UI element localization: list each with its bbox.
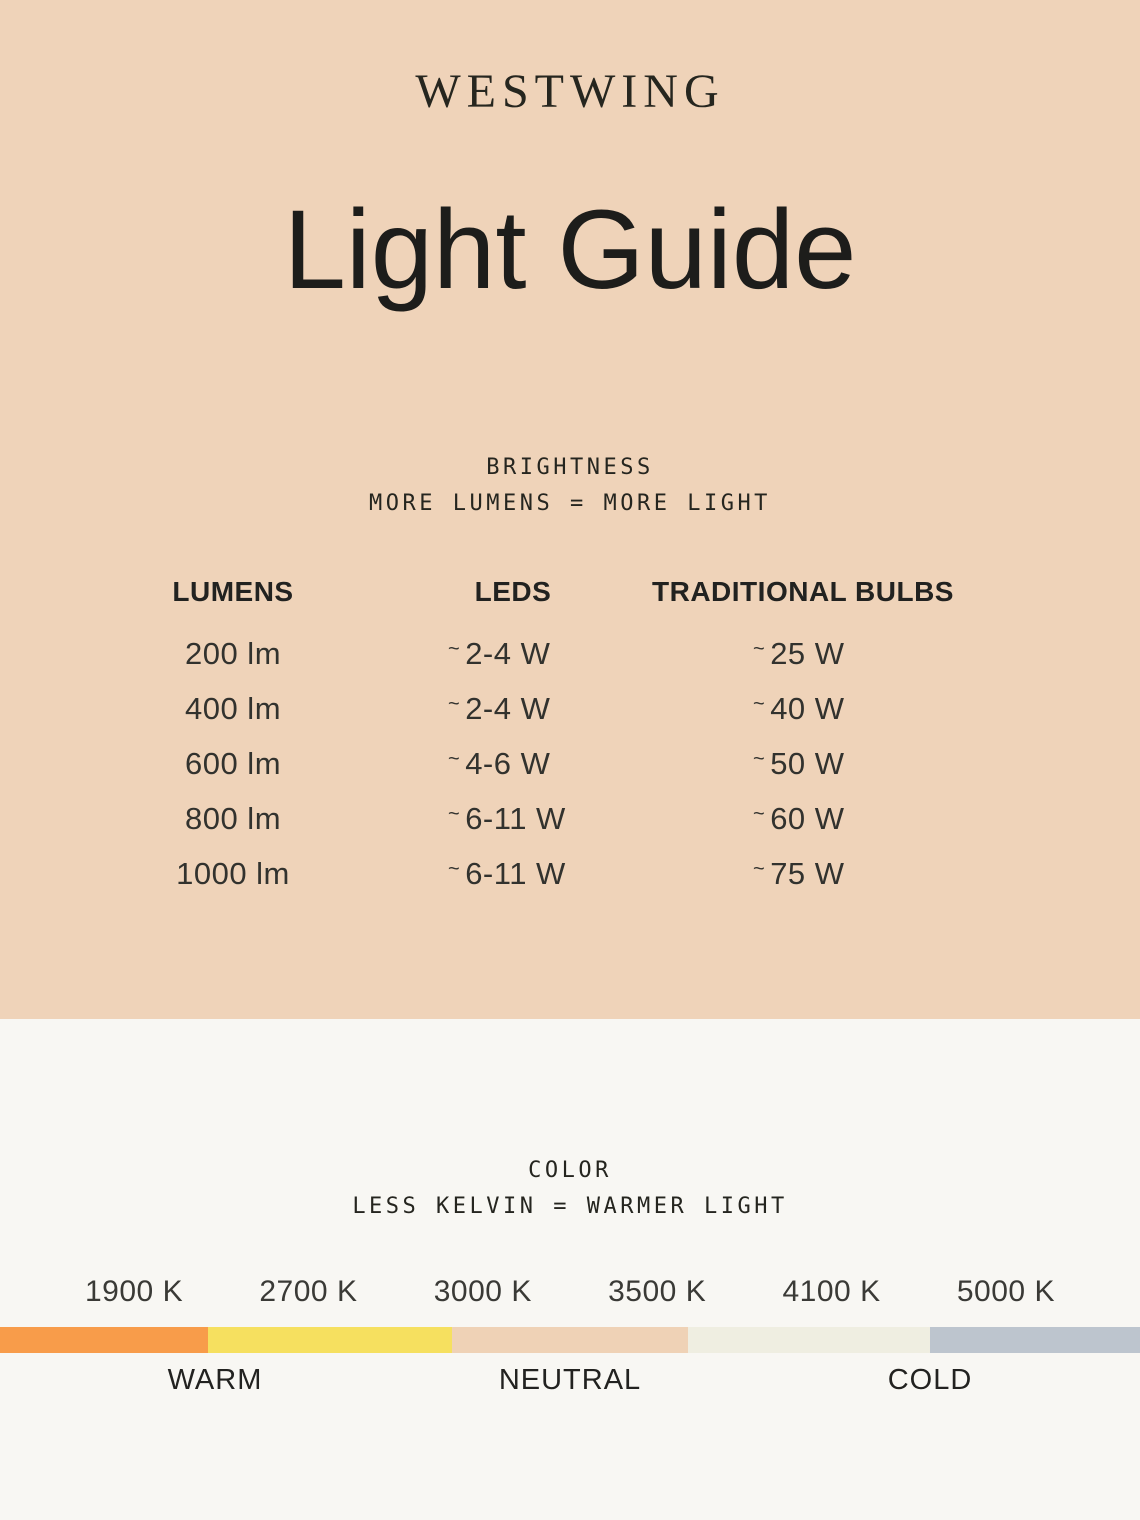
approx-tilde: ~: [753, 693, 766, 716]
lumens-cell: 400 lm: [184, 691, 282, 727]
color-heading: COLOR: [528, 1158, 612, 1183]
table-row: [68, 627, 978, 682]
brand-logo: WESTWING: [415, 65, 725, 118]
temperature-labels: [0, 1365, 1140, 1399]
cold-label: COLD: [887, 1364, 973, 1396]
kelvin-label: 4100 K: [782, 1275, 881, 1308]
led-value: 4-6 W: [465, 746, 551, 782]
page-title: Light Guide: [283, 186, 857, 312]
kelvin-scale-labels: [0, 1277, 1140, 1307]
approx-tilde: ~: [448, 858, 461, 881]
kelvin-label: 3500 K: [608, 1275, 707, 1308]
approx-tilde: ~: [753, 803, 766, 826]
kelvin-label: 2700 K: [259, 1275, 358, 1308]
led-value: 6-11 W: [465, 856, 566, 892]
approx-tilde: ~: [448, 748, 461, 771]
bulb-cell: [628, 691, 978, 727]
kelvin-label: 5000 K: [956, 1275, 1055, 1308]
color-section: [0, 1019, 1140, 1520]
brightness-heading: BRIGHTNESS: [486, 454, 654, 480]
bulb-cell: [628, 856, 978, 892]
table-row: [68, 792, 978, 847]
color-temperature-scale-bar: [0, 1327, 1140, 1353]
approx-tilde: ~: [753, 638, 766, 661]
neutral-label: NEUTRAL: [498, 1364, 642, 1396]
scale-segment-warm-yellow: [208, 1327, 452, 1353]
column-header-leds: LEDS: [474, 575, 552, 607]
bulb-value: 75 W: [770, 856, 845, 892]
kelvin-label: 1900 K: [85, 1275, 184, 1308]
table-row: [68, 682, 978, 737]
bulb-cell: [628, 746, 978, 782]
table-row: [68, 737, 978, 792]
color-subheading: LESS KELVIN = WARMER LIGHT: [352, 1194, 788, 1219]
bulb-value: 60 W: [770, 801, 845, 837]
led-value: 2-4 W: [465, 636, 551, 672]
bulb-value: 25 W: [770, 636, 845, 672]
approx-tilde: ~: [753, 858, 766, 881]
warm-label: WARM: [167, 1364, 263, 1396]
led-cell: [398, 856, 628, 892]
led-value: 6-11 W: [465, 801, 566, 837]
bulb-value: 50 W: [770, 746, 845, 782]
lumens-cell: 200 lm: [184, 636, 282, 672]
scale-segment-neutral-cream: [688, 1327, 930, 1353]
bulb-cell: [628, 636, 978, 672]
approx-tilde: ~: [448, 803, 461, 826]
lumens-cell: 800 lm: [184, 801, 282, 837]
table-body: [68, 627, 978, 902]
scale-segment-warm-orange: [0, 1327, 208, 1353]
approx-tilde: ~: [753, 748, 766, 771]
lumens-cell: 600 lm: [184, 746, 282, 782]
approx-tilde: ~: [448, 638, 461, 661]
scale-segment-neutral-peach: [452, 1327, 688, 1353]
approx-tilde: ~: [448, 693, 461, 716]
kelvin-label: 3000 K: [433, 1275, 532, 1308]
led-cell: [398, 746, 628, 782]
scale-segment-cold-gray: [930, 1327, 1140, 1353]
lumens-table: [68, 576, 978, 902]
table-header-row: [68, 576, 978, 608]
column-header-traditional-bulbs: TRADITIONAL BULBS: [652, 575, 954, 607]
lumens-cell: 1000 lm: [176, 856, 290, 892]
led-cell: [398, 691, 628, 727]
bulb-cell: [628, 801, 978, 837]
brightness-kicker: [0, 450, 1140, 522]
brightness-subheading: MORE LUMENS = MORE LIGHT: [369, 490, 771, 516]
led-cell: [398, 636, 628, 672]
column-header-lumens: LUMENS: [172, 575, 294, 607]
bulb-value: 40 W: [770, 691, 845, 727]
color-kicker: [0, 1019, 1140, 1225]
led-value: 2-4 W: [465, 691, 551, 727]
table-row: [68, 847, 978, 902]
led-cell: [398, 801, 628, 837]
